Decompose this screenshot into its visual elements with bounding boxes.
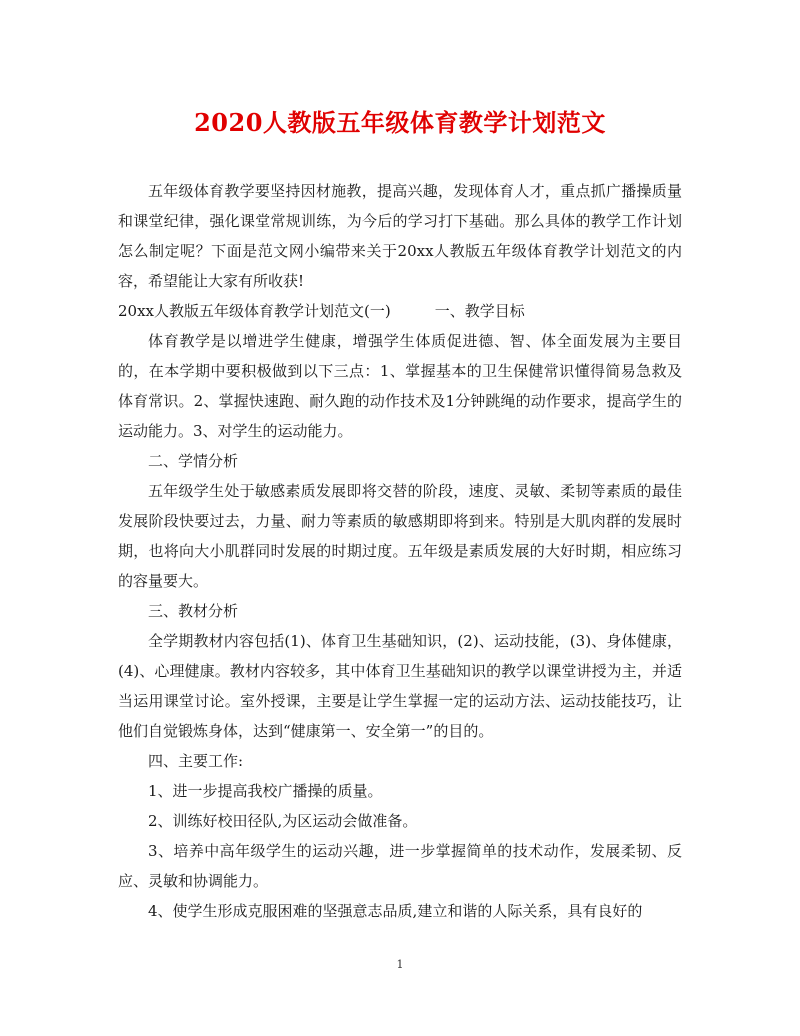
document-title: 2020人教版五年级体育教学计划范文 (194, 108, 606, 137)
section1-heading: 一、教学目标 (434, 302, 525, 320)
work-item: 4、使学生形成克服困难的坚强意志品质,建立和谐的人际关系，具有良好的 (148, 902, 643, 920)
section4-heading: 四、主要工作: (148, 752, 244, 770)
work-item: 1、进一步提高我校广播操的质量。 (148, 782, 383, 800)
section3-heading: 三、教材分析 (148, 602, 239, 620)
document-subtitle: 20xx人教版五年级体育教学计划范文(一) (118, 302, 391, 320)
work-item: 3、培养中高年级学生的运动兴趣，进一步掌握简单的技术动作，发展柔韧、反应、灵敏和协调能力。 (118, 842, 682, 890)
work-item: 2、训练好校田径队,为区运动会做准备。 (148, 812, 418, 830)
subtitle-line (118, 296, 682, 326)
section2-paragraph: 五年级学生处于敏感素质发展即将交替的阶段，速度、灵敏、柔韧等素质的最佳发展阶段快要过去，力量、耐力等素质的敏感期即将到来。特别是大肌肉群的发展时期，也将向大小肌群同时发展的时期过度。五年级是素质发展的大好时期，相应练习的容量要大。 (118, 482, 682, 590)
section2-heading: 二、学情分析 (148, 452, 239, 470)
document-body-continued (118, 296, 682, 926)
section1-paragraph: 体育教学是以增进学生健康，增强学生体质促进德、智、体全面发展为主要目的，在本学期中要积极做到以下三点：1、掌握基本的卫生保健常识懂得简易急救及体育常识。2、掌握快速跑、耐久跑的动作技术及1分钟跳绳的动作要求，提高学生的运动能力。3、对学生的运动能力。 (118, 332, 682, 440)
page-number: 1 (396, 958, 404, 971)
intro-paragraph: 五年级体育教学要坚持因材施教，提高兴趣，发现体育人才，重点抓广播操质量和课堂纪律，强化课堂常规训练，为今后的学习打下基础。那么具体的教学工作计划怎么制定呢？下面是范文网小编带来关于20xx人教版五年级体育教学计划范文的内容，希望能让大家有所收获! (118, 182, 682, 290)
document-body (118, 176, 682, 296)
section3-paragraph: 全学期教材内容包括(1)、体育卫生基础知识，(2)、运动技能，(3)、身体健康，(4)、心理健康。教材内容较多，其中体育卫生基础知识的教学以课堂讲授为主，并适当运用课堂讨论。室外授课，主要是让学生掌握一定的运动方法、运动技能技巧，让他们自觉锻炼身体，达到“健康第一、安全第一”的目的。 (118, 632, 682, 740)
